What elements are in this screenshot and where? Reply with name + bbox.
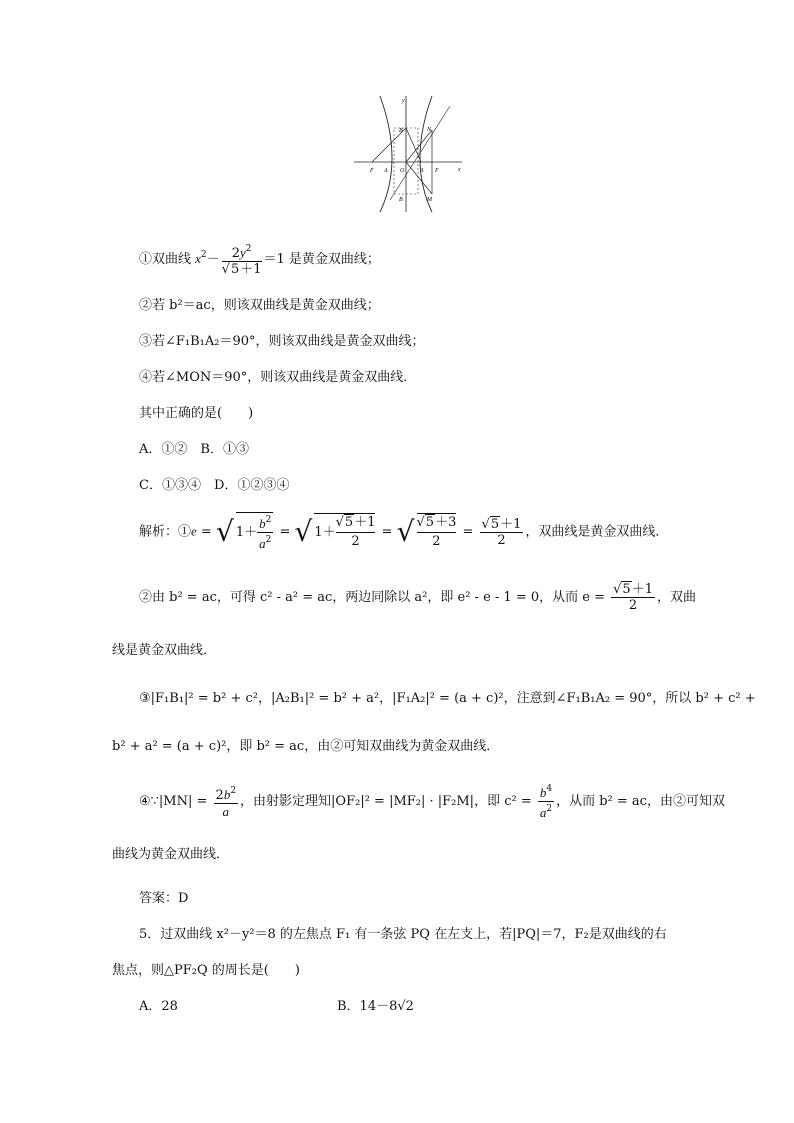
- statement-1: ①双曲线 $x^2-$ $\frac{2y^2}{√5+1}$ ＝1 是黄金双曲线；: [139, 244, 380, 277]
- statement-1-prefix: ①双曲线: [139, 252, 196, 267]
- label-x: x: [458, 167, 461, 173]
- fraction-2y2: $\frac{2y^2}{√5+1}$: [221, 244, 262, 277]
- q5-choice-b: B．14－8√2: [337, 999, 414, 1014]
- label-a2: A: [420, 168, 424, 174]
- statement-2: ②若 b²＝ac，则该双曲线是黄金双曲线；: [139, 298, 380, 313]
- label-f2: F: [435, 168, 439, 174]
- analysis-p2-a: ②由 b² = ac，可得 c² - a² = ac，两边同除以 a²，即 e² - e - 1 = 0，从而 e =: [139, 590, 610, 605]
- analysis-p2-b: ，双曲: [656, 590, 696, 605]
- label-f1: F: [370, 168, 374, 174]
- label-m: M: [427, 197, 432, 203]
- line-o-m: [406, 162, 432, 194]
- q5-choice-a: A．28: [139, 999, 178, 1014]
- hyperbola-figure: [350, 92, 470, 214]
- statement-4: ④若∠MON＝90°，则该双曲线是黄金双曲线．: [139, 370, 417, 385]
- analysis-line-3b: b² + a² = (a + c)²，即 b² = ac，由②可知双曲线为黄金双曲线．: [112, 739, 500, 754]
- q5-line-1: 5．过双曲线 x²－y²＝8 的左焦点 F₁ 有一条弦 PQ 在左支上，若|PQ|＝7，F₂是双曲线的右: [139, 927, 667, 942]
- label-n: N: [427, 127, 432, 133]
- label-b1: B: [399, 128, 403, 134]
- analysis-p4-c: ，从而 b² = ac，由②可知双: [556, 794, 725, 809]
- choices-ab: A．①② B．①③: [139, 442, 249, 457]
- analysis-line-1: 解析：①e = √ 1＋ $\frac{b^2}{a^2}$ = √ 1＋ $\frac{√5+1}{2}$ = √ $\frac{√5+3}{2}$ = $\frac{√5+1}{2}$ ，双曲线是黄金双曲线．: [139, 512, 668, 552]
- label-b2: B: [399, 197, 403, 203]
- label-a1: A: [384, 168, 388, 174]
- analysis-line-4b: 曲线为黄金双曲线．: [112, 847, 230, 862]
- analysis-line-2: ②由 b² = ac，可得 c² - a² = ac，两边同除以 a²，即 e² - e - 1 = 0，从而 e = $\frac{√5+1}{2}$ ，双曲: [139, 582, 696, 613]
- analysis-tail-1: ，双曲线是黄金双曲线．: [525, 524, 669, 540]
- q5-line-2: 焦点，则△PF₂Q 的周长是( ): [112, 963, 300, 978]
- analysis-line-3: ③|F₁B₁|² = b² + c²，|A₂B₁|² = b² + a²，|F₁A₂|² = (a + c)²，注意到∠F₁B₁A₂ = 90°，所以 b² + c² +: [139, 691, 756, 706]
- analysis-label: 解析：①: [139, 524, 192, 540]
- right-branch: [420, 96, 432, 212]
- analysis-p4-b: ，由射影定理知|OF₂|² = |MF₂| · |F₂M|，即 c² =: [240, 794, 536, 809]
- choices-cd: C．①③④ D．①②③④: [139, 478, 290, 493]
- label-o: O: [400, 168, 405, 174]
- statement-3: ③若∠F₁B₁A₂＝90°，则该双曲线是黄金双曲线；: [139, 334, 425, 349]
- left-branch: [380, 96, 392, 212]
- analysis-p4-a: ④∵|MN| =: [139, 794, 212, 809]
- analysis-line-2b: 线是黄金双曲线．: [112, 643, 217, 658]
- label-y: y: [402, 98, 405, 104]
- answer: 答案：D: [139, 891, 189, 906]
- question-prompt: 其中正确的是( ): [139, 406, 254, 421]
- analysis-line-4: ④∵|MN| = $\frac{2b^2}{a}$ ，由射影定理知|OF₂|² = |MF₂| · |F₂M|，即 c² = $\frac{b^4}{a^2}$ ，从而 b² = ac，由②可知双: [139, 784, 725, 820]
- line-b-a2: [406, 128, 421, 162]
- asymptote-1: [390, 106, 450, 200]
- statement-1-suffix: ＝1 是黄金双曲线；: [263, 252, 380, 267]
